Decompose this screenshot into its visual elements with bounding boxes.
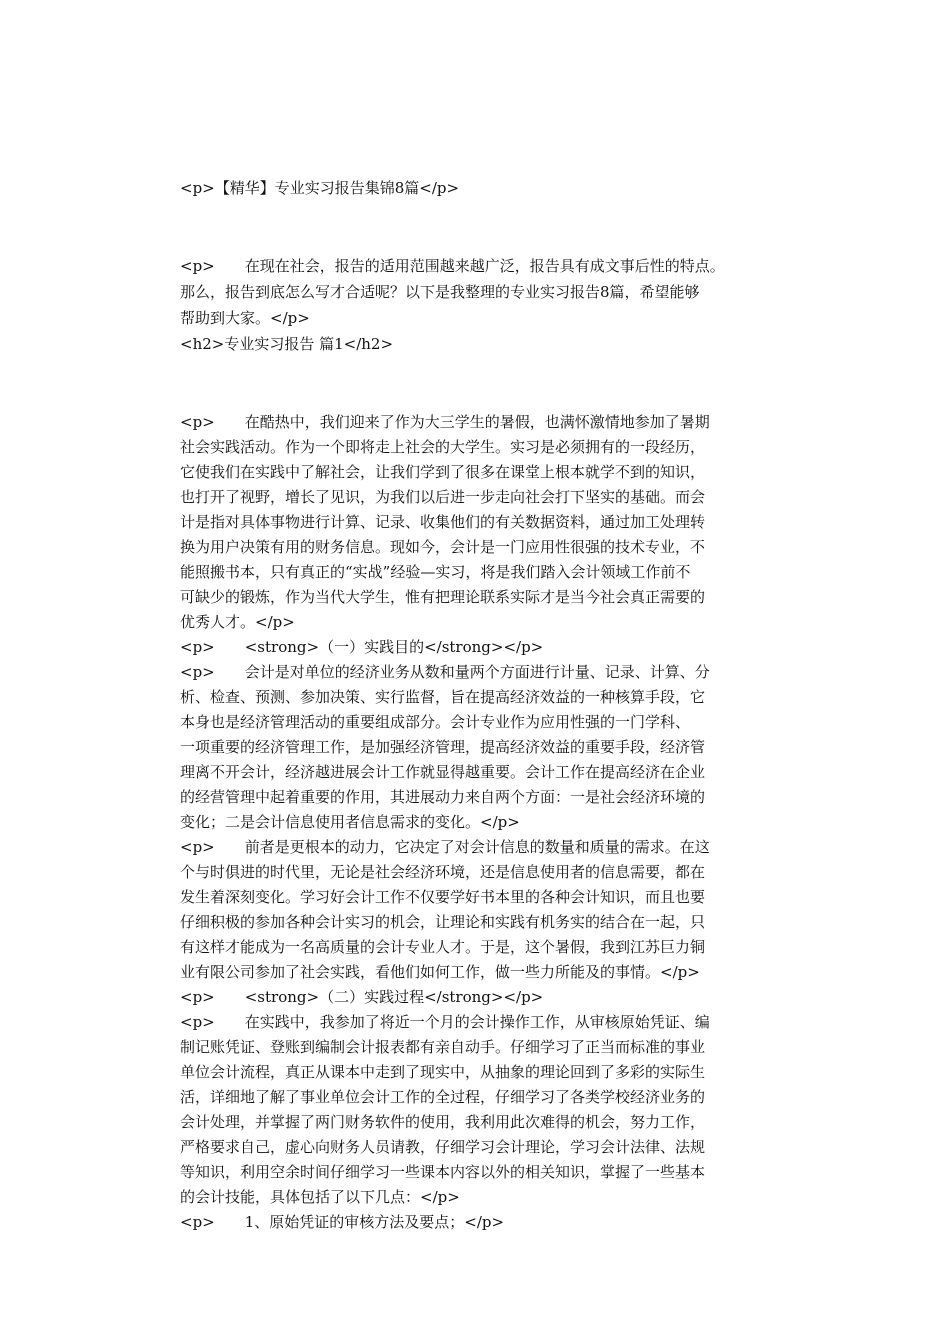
paragraph-line: 个与时俱进的时代里，无论是社会经济环境，还是信息使用者的信息需要，都在 (180, 863, 706, 881)
intro-line: <p> 在现在社会，报告的适用范围越来越广泛，报告具有成文事后性的特点。 (180, 257, 725, 275)
paragraph-line: 理离不开会计，经济越进展会计工作就显得越重要。会计工作在提高经济在企业 (180, 763, 706, 781)
paragraph-line: 社会实践活动。作为一个即将走上社会的大学生。实习是必须拥有的一段经历， (180, 438, 706, 456)
paragraph-line: 会计处理，并掌握了两门财务软件的使用，我利用此次难得的机会，努力工作， (180, 1113, 706, 1131)
subheading-line: <p> <strong>（二）实践过程</strong></p> (180, 988, 544, 1006)
intro-line: 那么，报告到底怎么写才合适呢？以下是我整理的专业实习报告8篇，希望能够 (180, 283, 700, 301)
paragraph-line: 一项重要的经济管理工作，是加强经济管理，提高经济效益的重要手段，经济管 (180, 738, 706, 756)
paragraph-line: <p> 前者是更根本的动力，它决定了对会计信息的数量和质量的需求。在这 (180, 838, 710, 856)
paragraph-line: 业有限公司参加了社会实践，看他们如何工作，做一些力所能及的事情。</p> (180, 963, 700, 981)
paragraph-line: 制记账凭证、登账到编制会计报表都有亲自动手。仔细学习了正当而标准的事业 (180, 1038, 706, 1056)
paragraph-line: 换为用户决策有用的财务信息。现如今，会计是一门应用性很强的技术专业，不 (180, 538, 706, 556)
paragraph-line: 严格要求自己，虚心向财务人员请教，仔细学习会计理论，学习会计法律、法规 (180, 1138, 706, 1156)
paragraph-line: 本身也是经济管理活动的重要组成部分。会计专业作为应用性强的一门学科、 (180, 713, 691, 731)
paragraph-line: 单位会计流程，真正从课本中走到了现实中，从抽象的理论回到了多彩的实际生 (180, 1063, 706, 1081)
paragraph-line: 也打开了视野，增长了见识，为我们以后进一步走向社会打下坚实的基础。而会 (180, 488, 706, 506)
paragraph-line: 等知识，利用空余时间仔细学习一些课本内容以外的相关知识，掌握了一些基本 (180, 1163, 706, 1181)
paragraph-line: 的经营管理中起着重要的作用，其进展动力来自两个方面：一是社会经济环境的 (180, 788, 706, 806)
paragraph-line: 有这样才能成为一名高质量的会计专业人才。于是，这个暑假，我到江苏巨力铜 (180, 938, 706, 956)
paragraph-line: <p> 1、原始凭证的审核方法及要点；</p> (180, 1213, 505, 1231)
paragraph-line: 析、检查、预测、参加决策、实行监督，旨在提高经济效益的一种核算手段，它 (180, 688, 706, 706)
paragraph-line: 优秀人才。</p> (180, 613, 295, 631)
paragraph-line: 发生着深刻变化。学习好会计工作不仅要学好书本里的各种会计知识，而且也要 (180, 888, 706, 906)
paragraph-line: 能照搬书本，只有真正的“实战”经验—实习，将是我们踏入会计领域工作前不 (180, 563, 691, 581)
subheading-line: <p> <strong>（一）实践目的</strong></p> (180, 638, 544, 656)
intro-line: 帮助到大家。</p> (180, 309, 310, 327)
paragraph-line: <p> 在实践中，我参加了将近一个月的会计操作工作，从审核原始凭证、编 (180, 1013, 710, 1031)
paragraph-line: 可缺少的锻炼，作为当代大学生，惟有把理论联系实际才是当今社会真正需要的 (180, 588, 706, 606)
paragraph-line: 活，详细地了解了事业单位会计工作的全过程，仔细学习了各类学校经济业务的 (180, 1088, 706, 1106)
paragraph-line: <p> 在酷热中，我们迎来了作为大三学生的暑假，也满怀激情地参加了暑期 (180, 413, 710, 431)
paragraph-line: <p> 会计是对单位的经济业务从数和量两个方面进行计量、记录、计算、分 (180, 663, 710, 681)
paragraph-line: 的会计技能，具体包括了以下几点：</p> (180, 1188, 460, 1206)
paragraph-line: 它使我们在实践中了解社会，让我们学到了很多在课堂上根本就学不到的知识， (180, 463, 706, 481)
paragraph-line: 变化；二是会计信息使用者信息需求的变化。</p> (180, 813, 520, 831)
paragraph-line: 计是指对具体事物进行计算、记录、收集他们的有关数据资料，通过加工处理转 (180, 513, 706, 531)
section-heading: <h2>专业实习报告 篇1</h2> (180, 335, 394, 353)
document-title: <p>【精华】专业实习报告集锦8篇</p> (180, 179, 460, 197)
paragraph-line: 仔细积极的参加各种会计实习的机会，让理论和实践有机务实的结合在一起，只 (180, 913, 706, 931)
